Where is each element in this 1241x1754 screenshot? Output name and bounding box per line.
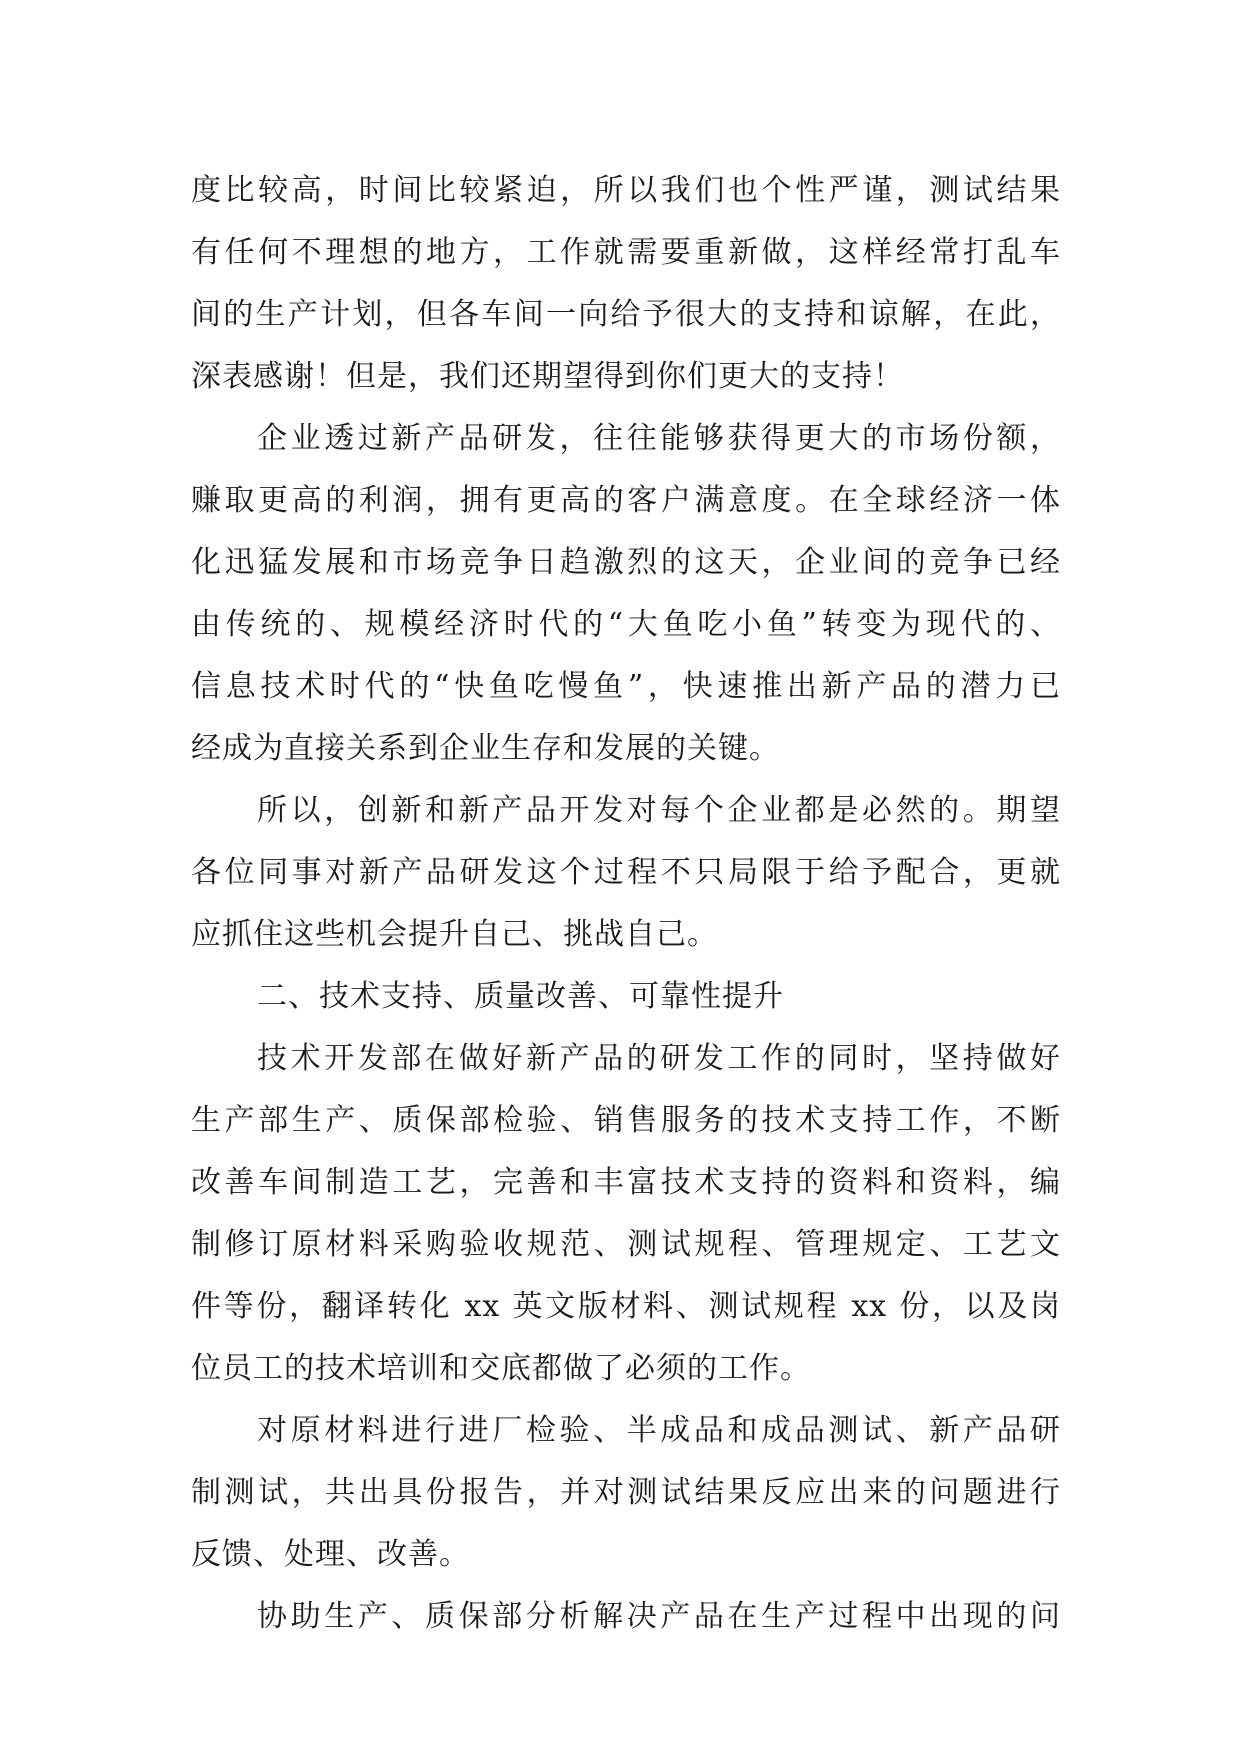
text-line: 有任何不理想的地方，工作就需要重新做，这样经常打乱车	[191, 235, 1061, 270]
paragraph-first-line: 所以，创新和新产品开发对每个企业都是必然的。期望	[257, 793, 1061, 828]
text-line: 赚取更高的利润，拥有更高的客户满意度。在全球经济一体	[191, 483, 1061, 518]
text-line: 件等份，翻译转化 xx 英文版材料、测试规程 xx 份，以及岗	[191, 1289, 1061, 1324]
text-line: 由传统的、规模经济时代的“大鱼吃小鱼”转变为现代的、	[191, 607, 1061, 642]
text-line: 化迅猛发展和市场竞争日趋激烈的这天，企业间的竞争已经	[191, 545, 1061, 580]
text-line: 间的生产计划，但各车间一向给予很大的支持和谅解，在此，	[191, 297, 1061, 332]
text-line: 制测试，共出具份报告，并对测试结果反应出来的问题进行	[191, 1475, 1061, 1510]
paragraph-first-line: 对原材料进行进厂检验、半成品和成品测试、新产品研	[257, 1413, 1061, 1448]
paragraph-first-line: 技术开发部在做好新产品的研发工作的同时，坚持做好	[257, 1041, 1061, 1076]
text-line: 应抓住这些机会提升自己、挑战自己。	[191, 917, 718, 952]
text-line: 位员工的技术培训和交底都做了必须的工作。	[191, 1351, 811, 1386]
text-line: 生产部生产、质保部检验、销售服务的技术支持工作，不断	[191, 1103, 1061, 1138]
text-line: 经成为直接关系到企业生存和发展的关键。	[191, 731, 780, 766]
text-line: 各位同事对新产品研发这个过程不只局限于给予配合，更就	[191, 855, 1061, 890]
paragraph-first-line: 协助生产、质保部分析解决产品在生产过程中出现的问	[257, 1599, 1061, 1634]
text-line: 制修订原材料采购验收规范、测试规程、管理规定、工艺文	[191, 1227, 1061, 1262]
text-line: 改善车间制造工艺，完善和丰富技术支持的资料和资料，编	[191, 1165, 1061, 1200]
document-body	[191, 160, 1061, 1648]
section-heading: 二、技术支持、质量改善、可靠性提升	[257, 979, 784, 1014]
paragraph-first-line: 企业透过新产品研发，往往能够获得更大的市场份额，	[257, 421, 1061, 456]
text-line: 深表感谢！但是，我们还期望得到你们更大的支持！	[191, 359, 904, 394]
text-line: 反馈、处理、改善。	[191, 1537, 470, 1572]
text-line: 信息技术时代的“快鱼吃慢鱼”，快速推出新产品的潜力已	[191, 669, 1061, 704]
text-line: 度比较高，时间比较紧迫，所以我们也个性严谨，测试结果	[191, 173, 1061, 208]
